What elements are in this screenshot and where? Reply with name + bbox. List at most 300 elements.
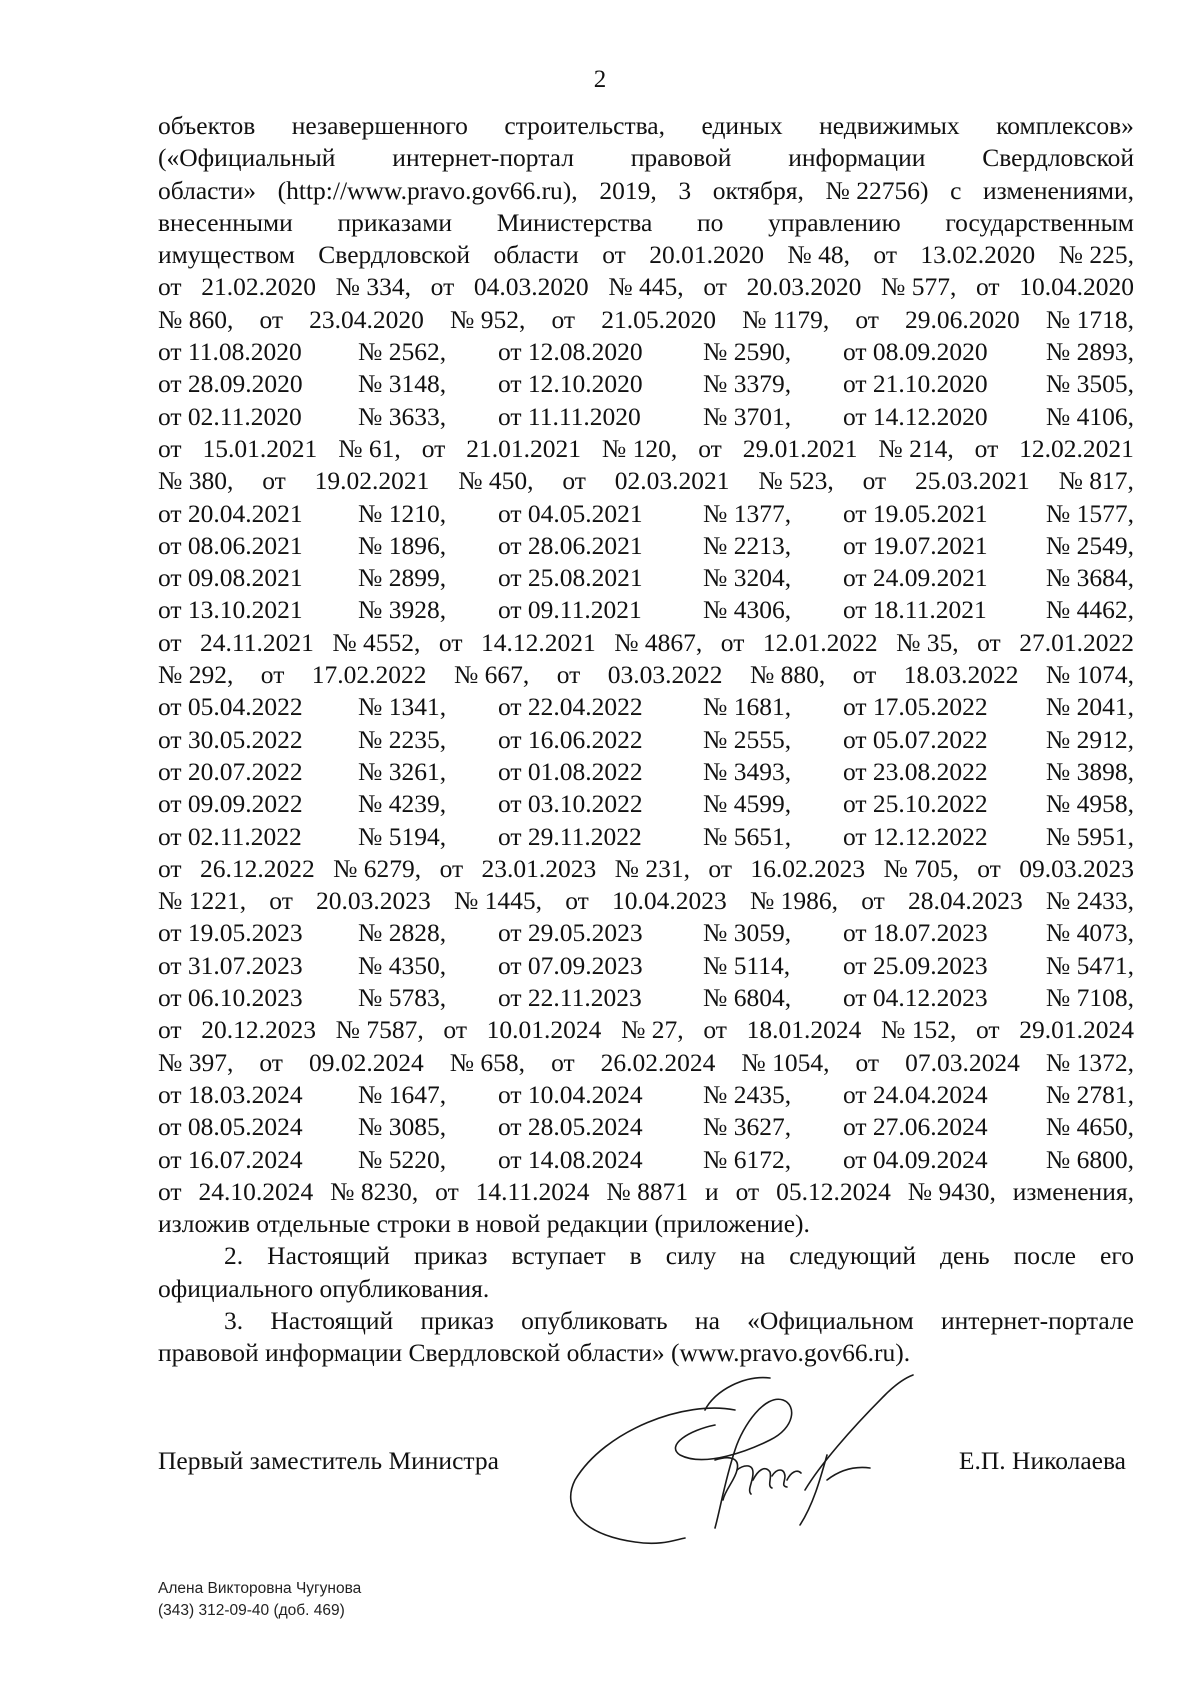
phrase: от 05.07.2022 xyxy=(843,724,988,754)
word: Свердловской xyxy=(318,240,471,270)
word: его xyxy=(1100,1241,1134,1271)
text-line xyxy=(158,207,1134,239)
word: от xyxy=(703,272,727,302)
page-number: 2 xyxy=(593,66,607,93)
phrase: от 21.10.2020 xyxy=(843,369,988,399)
phrase: № 1681, xyxy=(703,692,792,722)
text-line: изложив отдельные строки в новой редакции (приложение). xyxy=(158,1209,810,1239)
phrase: № 1341, xyxy=(358,692,447,722)
word: № 1986, xyxy=(749,886,839,916)
order-row xyxy=(158,756,1134,788)
phrase: от 19.05.2023 xyxy=(158,918,303,948)
phrase: от 09.11.2021 xyxy=(498,595,642,625)
phrase: от 13.10.2021 xyxy=(158,595,303,625)
word: от xyxy=(439,853,464,883)
word: приказ xyxy=(413,1241,488,1271)
phrase: № 2235, xyxy=(358,724,447,754)
word: 24.10.2024 xyxy=(198,1176,314,1206)
executor-phone: (343) 312-09-40 (доб. 469) xyxy=(158,1602,345,1619)
phrase: № 2549, xyxy=(1045,530,1134,560)
phrase: от 25.10.2022 xyxy=(843,789,988,819)
word: от xyxy=(269,886,293,916)
word: № 22756) xyxy=(825,175,929,205)
phrase: № 4306, xyxy=(703,595,792,625)
word: № 1054, xyxy=(741,1047,830,1077)
word: Настоящий xyxy=(270,1305,394,1335)
phrase: от 08.05.2024 xyxy=(158,1112,303,1142)
word: от xyxy=(158,272,182,302)
word: от xyxy=(873,240,897,270)
word: комплексов» xyxy=(996,111,1134,140)
phrase: № 7108, xyxy=(1045,983,1134,1013)
word: от xyxy=(430,272,455,302)
word: 10.04.2020 xyxy=(1019,272,1134,302)
word: 26.12.2022 xyxy=(199,853,315,883)
word: 21.01.2021 xyxy=(466,433,581,463)
phrase: от 06.10.2023 xyxy=(158,983,303,1013)
text-line xyxy=(158,271,1134,303)
word: от xyxy=(562,466,586,496)
word: 29.01.2021 xyxy=(742,433,858,463)
word: интернет-портале xyxy=(941,1305,1134,1335)
order-row xyxy=(158,562,1134,594)
word: № 658, xyxy=(449,1047,526,1077)
text-line xyxy=(158,1176,1134,1208)
word: от xyxy=(565,886,589,916)
word: единых xyxy=(701,111,783,140)
phrase: № 3379, xyxy=(703,369,792,399)
phrase: приказами xyxy=(337,207,453,237)
word: день xyxy=(940,1241,990,1271)
word: после xyxy=(1013,1241,1077,1271)
phrase: № 4073, xyxy=(1045,918,1134,948)
order-row xyxy=(158,1111,1134,1143)
phrase: от 03.10.2022 xyxy=(498,789,643,819)
phrase: № 2555, xyxy=(703,724,792,754)
word: № 48, xyxy=(787,240,850,270)
phrase: № 3684, xyxy=(1045,563,1134,593)
word: № 292, xyxy=(158,660,234,690)
word: № 1221, xyxy=(158,886,247,916)
order-row xyxy=(158,821,1134,853)
word: № 1074, xyxy=(1045,660,1134,690)
word: № 225, xyxy=(1058,240,1134,270)
word: № 1718, xyxy=(1045,304,1134,334)
word: № 152, xyxy=(881,1015,957,1045)
phrase: от 29.11.2022 xyxy=(498,821,642,851)
word: № 8871 xyxy=(606,1176,689,1206)
word: от xyxy=(976,272,1000,302)
phrase: от 27.06.2024 xyxy=(843,1112,988,1142)
word: 05.12.2024 xyxy=(776,1176,891,1206)
phrase: № 2912, xyxy=(1045,724,1134,754)
word: 10.04.2023 xyxy=(612,886,727,916)
order-row xyxy=(158,917,1134,949)
text-line xyxy=(158,239,1134,271)
word: № 4867, xyxy=(614,627,703,657)
word: № 231, xyxy=(614,853,691,883)
word: 23.04.2020 xyxy=(309,304,424,334)
word: № 27, xyxy=(621,1015,684,1045)
phrase: № 6800, xyxy=(1045,1144,1134,1174)
phrase: от 28.09.2020 xyxy=(158,369,303,399)
word: 14.12.2021 xyxy=(480,627,596,657)
word: изменениями, xyxy=(983,175,1134,205)
word: 23.01.2023 xyxy=(481,853,597,883)
order-row xyxy=(158,691,1134,723)
phrase: № 5471, xyxy=(1045,950,1134,980)
phrase: Свердловской xyxy=(982,143,1134,173)
order-row xyxy=(158,530,1134,562)
word: от xyxy=(158,1015,182,1045)
phrase: № 3928, xyxy=(358,595,447,625)
phrase: от 31.07.2023 xyxy=(158,950,303,980)
phrase: № 2041, xyxy=(1045,692,1134,722)
word: вступает xyxy=(511,1241,606,1271)
phrase: от 22.11.2023 xyxy=(498,983,642,1013)
phrase: от 24.04.2024 xyxy=(843,1079,988,1109)
phrase: № 3261, xyxy=(358,756,447,786)
executor-info xyxy=(158,1578,361,1622)
phrase: от 09.08.2021 xyxy=(158,563,303,593)
word: 21.05.2020 xyxy=(601,304,716,334)
order-row xyxy=(158,1079,1134,1111)
word: 12.02.2021 xyxy=(1019,433,1134,463)
word: от xyxy=(260,660,285,690)
word: от xyxy=(862,466,887,496)
phrase: № 4106, xyxy=(1045,401,1134,431)
text-line xyxy=(158,853,1134,885)
phrase: № 4958, xyxy=(1045,789,1134,819)
word: 07.03.2024 xyxy=(905,1047,1020,1077)
word: № 334, xyxy=(335,272,411,302)
phrase: № 6804, xyxy=(703,983,792,1013)
phrase: от 09.09.2022 xyxy=(158,789,303,819)
phrase: от 11.11.2020 xyxy=(498,401,641,431)
word: приказ xyxy=(420,1305,494,1335)
phrase: от 28.05.2024 xyxy=(498,1112,643,1142)
word: Настоящий xyxy=(267,1241,390,1271)
word: на xyxy=(740,1241,766,1271)
phrase: от 20.04.2021 xyxy=(158,498,303,528)
phrase: № 3627, xyxy=(703,1112,792,1142)
word: № 450, xyxy=(458,466,534,496)
phrase: от 25.09.2023 xyxy=(843,950,988,980)
word: недвижимых xyxy=(819,111,960,140)
phrase: от 12.12.2022 xyxy=(843,821,988,851)
word: № 9430, xyxy=(907,1176,996,1206)
phrase: № 3148, xyxy=(358,369,447,399)
word: от xyxy=(855,1047,880,1077)
phrase: от 12.08.2020 xyxy=(498,337,643,367)
text-line: правовой информации Свердловской области» (www.pravo.gov66.ru). xyxy=(158,1338,911,1368)
word: 26.02.2024 xyxy=(600,1047,716,1077)
word: № 6279, xyxy=(333,853,422,883)
word: от xyxy=(703,1015,727,1045)
phrase: от 07.09.2023 xyxy=(498,950,643,980)
word: № 2433, xyxy=(1045,886,1134,916)
signer-name: Е.П. Николаева xyxy=(958,1446,1126,1475)
word: от xyxy=(421,433,446,463)
word: незавершенного xyxy=(291,111,468,140)
phrase: № 1896, xyxy=(358,530,447,560)
word: № 4552, xyxy=(332,627,421,657)
phrase: от 02.11.2020 xyxy=(158,401,302,431)
phrase: от 22.04.2022 xyxy=(498,692,643,722)
phrase: № 2899, xyxy=(358,563,447,593)
word: в xyxy=(629,1241,642,1271)
phrase: от 30.05.2022 xyxy=(158,724,303,754)
phrase: от 04.05.2021 xyxy=(498,498,643,528)
word: имуществом xyxy=(158,240,295,270)
phrase: от 29.05.2023 xyxy=(498,918,643,948)
word: 16.02.2023 xyxy=(750,853,866,883)
text-line xyxy=(158,142,1134,174)
executor-name: Алена Викторовна Чугунова xyxy=(158,1580,362,1597)
word: 15.01.2021 xyxy=(202,433,318,463)
word: «Официальном xyxy=(747,1305,914,1335)
word: и xyxy=(705,1176,719,1206)
word: 20.03.2020 xyxy=(746,272,862,302)
phrase: № 6172, xyxy=(703,1144,792,1174)
word: на xyxy=(694,1305,720,1335)
phrase: от 14.12.2020 xyxy=(843,401,988,431)
word: 19.02.2021 xyxy=(314,466,430,496)
word: области» xyxy=(158,175,256,205)
word: от xyxy=(551,304,576,334)
word: № 667, xyxy=(453,660,530,690)
phrase: от 08.09.2020 xyxy=(843,337,988,367)
text-line: официального опубликования. xyxy=(158,1273,490,1303)
word: № 8230, xyxy=(330,1176,419,1206)
phrase: № 1577, xyxy=(1045,498,1134,528)
phrase: № 2213, xyxy=(703,530,792,560)
item-2-line xyxy=(158,1240,1134,1272)
phrase: № 3633, xyxy=(358,401,447,431)
phrase: от 24.09.2021 xyxy=(843,563,988,593)
word: от xyxy=(438,627,463,657)
phrase: управлению xyxy=(768,207,901,237)
word: 29.01.2024 xyxy=(1019,1015,1134,1045)
word: силу xyxy=(665,1241,717,1271)
word: № 952, xyxy=(450,304,526,334)
phrase: от 18.11.2021 xyxy=(843,595,987,625)
word: (http://www.pravo.gov66.ru), xyxy=(277,175,578,205)
phrase: № 5951, xyxy=(1045,821,1134,851)
phrase: от 25.08.2021 xyxy=(498,563,643,593)
word: от xyxy=(974,433,999,463)
text-line xyxy=(158,659,1134,691)
phrase: от 05.04.2022 xyxy=(158,692,303,722)
order-row xyxy=(158,788,1134,820)
phrase: от 02.11.2022 xyxy=(158,821,302,851)
phrase: государственным xyxy=(945,207,1134,237)
phrase: от 14.08.2024 xyxy=(498,1144,643,1174)
phrase: от 19.07.2021 xyxy=(843,530,988,560)
phrase: № 4650, xyxy=(1045,1112,1134,1142)
word: № 7587, xyxy=(335,1015,424,1045)
word: № 445, xyxy=(608,272,684,302)
phrase: интернет-портал xyxy=(392,143,574,173)
word: от xyxy=(720,627,745,657)
phrase: № 2893, xyxy=(1045,337,1134,367)
text-line xyxy=(158,433,1134,465)
phrase: от 04.12.2023 xyxy=(843,983,988,1013)
word: от xyxy=(698,433,722,463)
phrase: («Официальный xyxy=(158,143,336,173)
word: от xyxy=(708,853,732,883)
word: № 120, xyxy=(601,433,678,463)
word: области xyxy=(493,240,579,270)
word: 02.03.2021 xyxy=(614,466,730,496)
word: от xyxy=(602,240,626,270)
word: 20.01.2020 xyxy=(649,240,764,270)
word: 2019, xyxy=(599,175,657,205)
order-row xyxy=(158,368,1134,400)
word: 27.01.2022 xyxy=(1019,627,1134,657)
word: опубликовать xyxy=(521,1305,668,1335)
phrase: № 4599, xyxy=(703,789,792,819)
phrase: № 3898, xyxy=(1045,756,1134,786)
order-row xyxy=(158,336,1134,368)
word: от xyxy=(976,1015,1000,1045)
word: 13.02.2020 xyxy=(920,240,1036,270)
text-line xyxy=(158,885,1134,917)
phrase: от 16.07.2024 xyxy=(158,1144,303,1174)
phrase: от 04.09.2024 xyxy=(843,1144,988,1174)
phrase: от 18.03.2024 xyxy=(158,1079,303,1109)
word: от xyxy=(977,627,1001,657)
word: от xyxy=(977,853,1001,883)
order-row xyxy=(158,1144,1134,1176)
phrase: № 5194, xyxy=(358,821,447,851)
order-row xyxy=(158,724,1134,756)
word: 10.01.2024 xyxy=(486,1015,602,1045)
word: от xyxy=(262,466,286,496)
phrase: от 19.05.2021 xyxy=(843,498,988,528)
phrase: № 2828, xyxy=(358,918,447,948)
phrase: от 20.07.2022 xyxy=(158,756,303,786)
phrase: № 4350, xyxy=(358,950,447,980)
word: от xyxy=(551,1047,575,1077)
phrase: от 28.06.2021 xyxy=(498,530,643,560)
word: № 397, xyxy=(158,1047,234,1077)
word: № 35, xyxy=(896,627,959,657)
word: от xyxy=(158,433,182,463)
word: от xyxy=(259,304,284,334)
item-3-line xyxy=(158,1305,1134,1337)
word: 25.03.2021 xyxy=(914,466,1030,496)
phrase: № 5220, xyxy=(358,1144,447,1174)
phrase: № 3085, xyxy=(358,1112,447,1142)
word: от xyxy=(158,853,182,883)
phrase: от 18.07.2023 xyxy=(843,918,988,948)
word: 09.02.2024 xyxy=(308,1047,424,1077)
order-row xyxy=(158,950,1134,982)
word: 12.01.2022 xyxy=(762,627,878,657)
word: от xyxy=(158,627,182,657)
word: 03.03.2022 xyxy=(607,660,723,690)
order-row xyxy=(158,594,1134,626)
text-line xyxy=(158,1047,1134,1079)
word: 3 xyxy=(678,175,692,205)
phrase: № 2562, xyxy=(358,337,447,367)
text-line xyxy=(158,627,1134,659)
phrase: № 2435, xyxy=(703,1079,792,1109)
word: № 61, xyxy=(338,433,401,463)
phrase: № 4462, xyxy=(1045,595,1134,625)
document-body xyxy=(158,110,1134,1370)
word: № 523, xyxy=(758,466,834,496)
phrase: № 3493, xyxy=(703,756,792,786)
word: от xyxy=(435,1176,459,1206)
signature-strokes xyxy=(571,1375,913,1543)
phrase: правовой xyxy=(630,143,732,173)
phrase: № 1210, xyxy=(358,498,447,528)
word: от xyxy=(556,660,581,690)
phrase: от 11.08.2020 xyxy=(158,337,302,367)
phrase: Министерства xyxy=(496,207,653,237)
phrase: от 23.08.2022 xyxy=(843,756,988,786)
phrase: от 12.10.2020 xyxy=(498,369,643,399)
text-line xyxy=(158,465,1134,497)
word: № 1445, xyxy=(453,886,543,916)
word: 09.03.2023 xyxy=(1019,853,1134,883)
phrase: № 1647, xyxy=(358,1079,447,1109)
phrase: от 17.05.2022 xyxy=(843,692,988,722)
phrase: № 3701, xyxy=(703,401,792,431)
word: от xyxy=(158,1176,182,1206)
order-row xyxy=(158,982,1134,1014)
phrase: № 2781, xyxy=(1045,1079,1134,1109)
phrase: от 10.04.2024 xyxy=(498,1079,643,1109)
phrase: от 08.06.2021 xyxy=(158,530,303,560)
order-row xyxy=(158,401,1134,433)
text-line xyxy=(158,1014,1134,1046)
word: 29.06.2020 xyxy=(905,304,1020,334)
word: № 214, xyxy=(878,433,954,463)
word: объектов xyxy=(158,111,256,140)
handwritten-signature xyxy=(565,1370,935,1555)
order-row xyxy=(158,498,1134,530)
word: изменения, xyxy=(1012,1176,1134,1206)
text-line xyxy=(158,110,1134,142)
phrase: № 3059, xyxy=(703,918,792,948)
phrase: от 01.08.2022 xyxy=(498,756,643,786)
word: строительства, xyxy=(504,111,665,140)
word: № 705, xyxy=(883,853,959,883)
phrase: по xyxy=(697,207,724,237)
word: от xyxy=(855,304,879,334)
phrase: № 5114, xyxy=(703,950,791,980)
word: с xyxy=(950,175,962,205)
phrase: № 2590, xyxy=(703,337,792,367)
word: № 817, xyxy=(1058,466,1134,496)
word: 21.02.2020 xyxy=(201,272,316,302)
phrase: информации xyxy=(788,143,926,173)
word: от xyxy=(735,1176,760,1206)
word: 20.12.2023 xyxy=(201,1015,316,1045)
word: № 880, xyxy=(749,660,826,690)
word: от xyxy=(259,1047,283,1077)
word: 2. xyxy=(224,1241,244,1271)
word: 3. xyxy=(224,1305,244,1335)
phrase: № 3204, xyxy=(703,563,792,593)
text-line xyxy=(158,175,1134,207)
phrase: от 16.06.2022 xyxy=(498,724,643,754)
phrase: № 5783, xyxy=(358,983,447,1013)
word: 20.03.2023 xyxy=(316,886,431,916)
